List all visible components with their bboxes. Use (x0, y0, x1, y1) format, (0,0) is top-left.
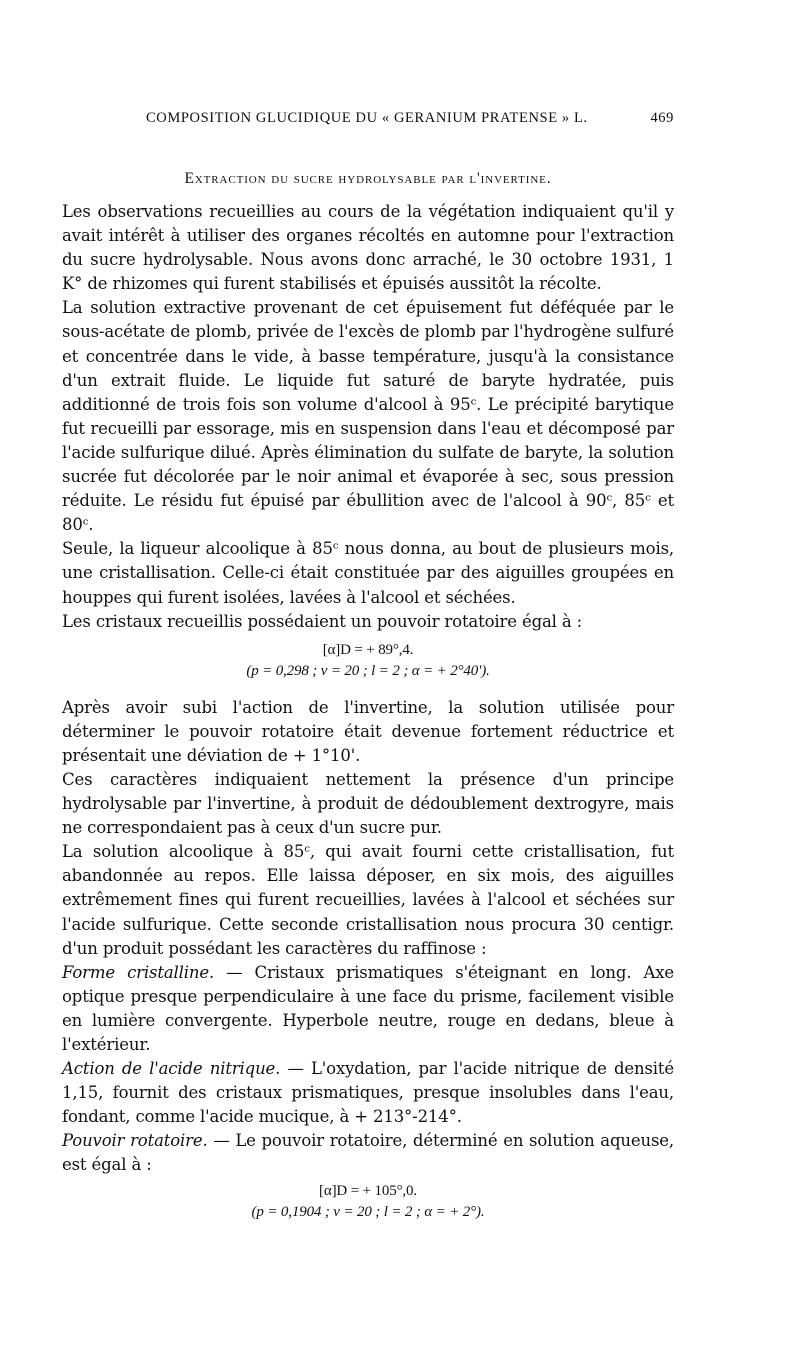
formula-line: [α]D = + 105°,0. (319, 1182, 417, 1199)
run-in-heading: Forme cristalline. (62, 962, 215, 982)
paragraph-text: — L'oxydation, par l'acide nitrique de densité 1,15, fournit des cristaux prismatiques, presque insolubles dans l'eau, fondant, comme l'acide mucique, à + 213°-214°. (62, 1059, 674, 1127)
paragraph: Seule, la liqueur alcoolique à 85ᶜ nous donna, au bout de plusieurs mois, une cristallisation. Celle-ci était constituée par des aiguilles groupées en houppes qui furent isolées, lavées à l'alcool et séchées. (62, 539, 674, 607)
body-text (62, 200, 674, 1223)
paragraph-pouvoir-rotatoire (62, 1129, 674, 1177)
paragraph: Les observations recueillies au cours de la végétation indiquaient qu'il y avait intérêt à utiliser des organes récoltés en automne pour l'extraction du sucre hydrolysable. Nous avons donc arraché, le 30 octobre 1931, 1 K° de rhizomes qui furent stabilisés et épuisés aussitôt la récolte. (62, 202, 674, 294)
paragraph: La solution extractive provenant de cet épuisement fut déféquée par le sous-acétate de plomb, privée de l'excès de plomb par l'hydrogène sulfuré et concentrée dans le vide, à basse température, jusqu'à la consistance d'un extrait fluide. Le liquide fut saturé de baryte hydratée, puis additionné de trois fois son volume d'alcool à 95ᶜ. Le précipité barytique fut recueilli par essorage, mis en suspension dans l'eau et décomposé par l'acide sulfurique dilué. Après élimination du sulfate de baryte, la solution sucrée fut décolorée par le noir animal et évaporée à sec, sous pression réduite. Le résidu fut épuisé par ébullition avec de l'alcool à 90ᶜ, 85ᶜ et 80ᶜ. (62, 298, 674, 535)
formula-line: [α]D = + 89°,4. (322, 641, 414, 658)
paragraph-text: — Le pouvoir rotatoire, déterminé en solution aqueuse, est égal à : (62, 1131, 674, 1175)
page (62, 104, 674, 1223)
formula-parameters: (p = 0,298 ; v = 20 ; l = 2 ; α = + 2°40'). (246, 662, 490, 679)
running-header (62, 104, 674, 128)
rotatory-power-formula-1 (62, 640, 674, 682)
paragraph-text: — Cristaux prismatiques s'éteignant en long. Axe optique presque perpendiculaire à une face du prisme, facilement visible en lumière convergente. Hyperbole neutre, rouge en dedans, bleue à l'extérieur. (62, 962, 674, 1054)
run-in-heading: Action de l'acide nitrique. (62, 1059, 281, 1079)
section-title: Extraction du sucre hydrolysable par l'invertine. (184, 170, 552, 187)
run-in-heading: Pouvoir rotatoire. (62, 1131, 208, 1151)
running-title: COMPOSITION GLUCIDIQUE DU « GERANIUM PRATENSE » L. (146, 110, 588, 126)
paragraph-action-acide-nitrique (62, 1057, 674, 1129)
page-number: 469 (650, 110, 674, 126)
paragraph: Après avoir subi l'action de l'invertine, la solution utilisée pour déterminer le pouvoir rotatoire était devenue fortement réductrice et présentait une déviation de + 1°10'. (62, 697, 674, 765)
paragraph: Les cristaux recueillis possédaient un pouvoir rotatoire égal à : (62, 611, 583, 631)
rotatory-power-formula-2 (62, 1181, 674, 1223)
paragraph: La solution alcoolique à 85ᶜ, qui avait fourni cette cristallisation, fut abandonnée au repos. Elle laissa déposer, en six mois, des aiguilles extrêmement fines qui furent recueillies, lavées à l'alcool et séchées sur l'acide sulfurique. Cette seconde cristallisation nous procura 30 centigr. d'un produit possédant les caractères du raffinose : (62, 842, 674, 958)
paragraph-forme-cristalline (62, 961, 674, 1057)
paragraph: Ces caractères indiquaient nettement la présence d'un principe hydrolysable par l'invertine, à produit de dédoublement dextrogyre, mais ne correspondaient pas à ceux d'un sucre pur. (62, 769, 674, 838)
formula-parameters: (p = 0,1904 ; v = 20 ; l = 2 ; α = + 2°). (251, 1203, 485, 1220)
